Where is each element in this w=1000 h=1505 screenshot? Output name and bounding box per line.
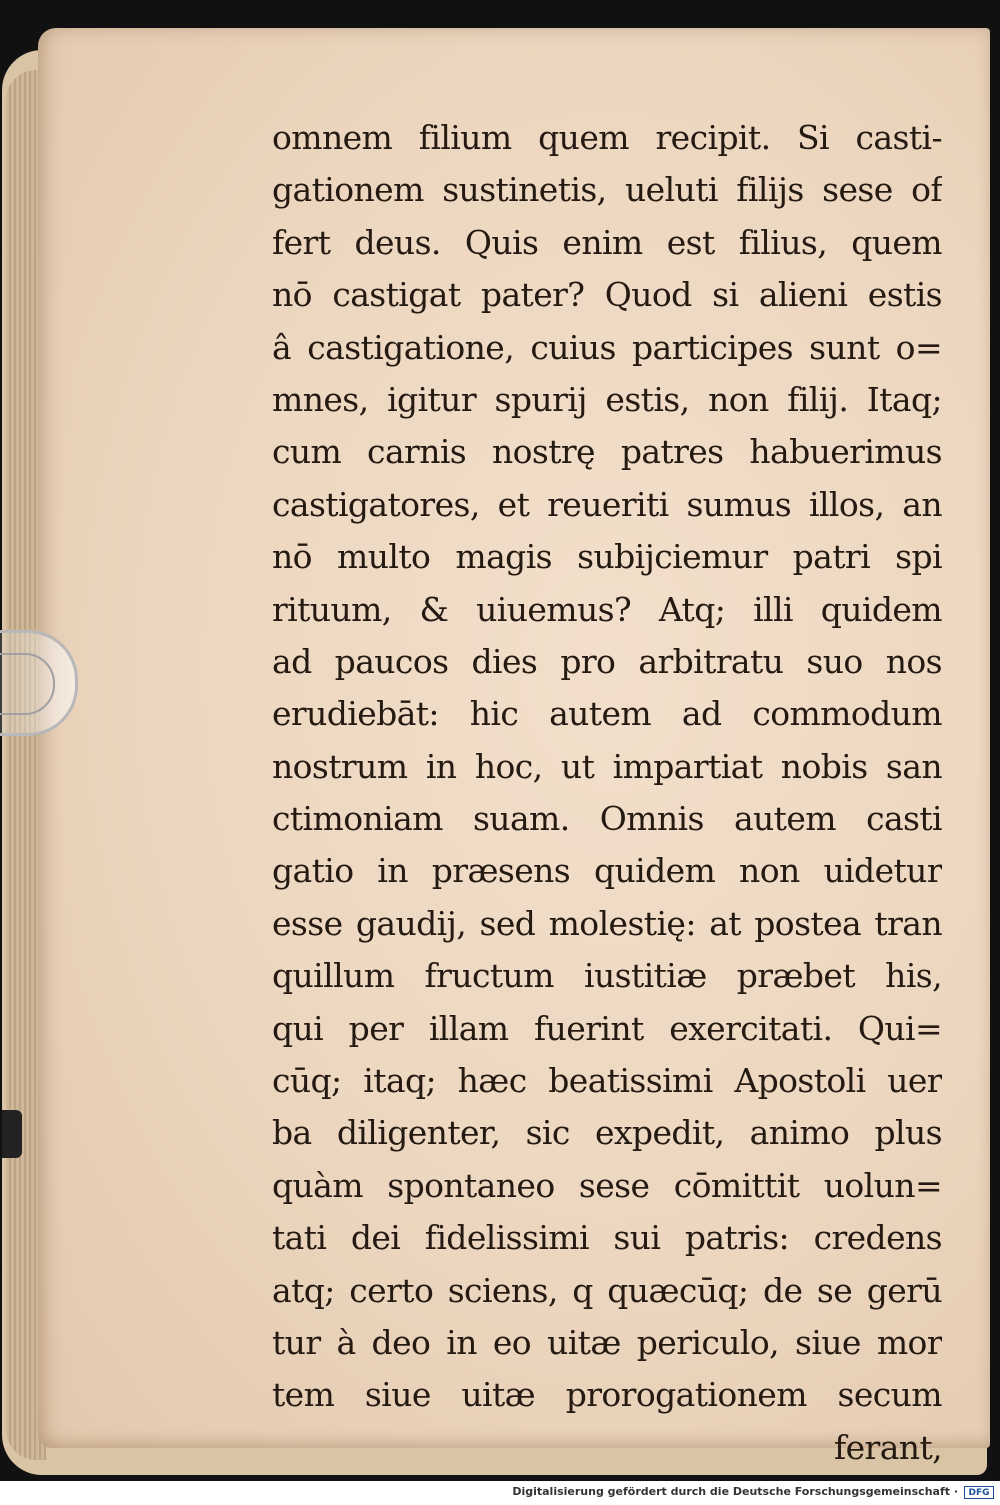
catchword: ferant,: [834, 1427, 942, 1467]
text-line: nō multo magis subijciemur patri spi: [272, 537, 942, 577]
text-line: tem siue uitæ prorogationem secum: [272, 1375, 942, 1415]
text-line: gatio in præsens quidem non uidetur: [272, 851, 942, 891]
text-line: gationem sustinetis, ueluti filijs sese of: [272, 170, 942, 210]
text-line: qui per illam fuerint exercitati. Qui=: [272, 1008, 942, 1048]
page-clip-inner: [0, 653, 55, 715]
dfg-logo[interactable]: DFG: [964, 1486, 994, 1499]
text-line: â castigatione, cuius participes sunt o=: [272, 327, 942, 367]
text-line: fert deus. Quis enim est filius, quem: [272, 222, 942, 262]
text-line: ad paucos dies pro arbitratu suo nos: [272, 641, 942, 681]
text-line: cūq; itaq; hæc beatissimi Apostoli uer: [272, 1061, 942, 1101]
text-line: omnem filium quem recipit. Si casti-: [272, 118, 942, 157]
text-line: erudiebāt: hic autem ad commodum: [272, 694, 942, 734]
text-line: ctimoniam suam. Omnis autem casti: [272, 799, 942, 839]
text-line: ba diligenter, sic expedit, animo plus: [272, 1113, 942, 1153]
text-line: tati dei fidelissimi sui patris: credens: [272, 1218, 942, 1258]
footer-bar: [0, 1481, 1000, 1505]
bookmark-ribbon: [2, 1110, 22, 1158]
text-line: esse gaudij, sed molestię: at postea tran: [272, 903, 942, 943]
text-line: quillum fructum iustitiæ præbet his,: [272, 956, 942, 996]
text-line: nostrum in hoc, ut impartiat nobis san: [272, 746, 942, 786]
text-line: quàm spontaneo sese cōmittit uolun=: [272, 1165, 942, 1205]
text-line: nō castigat pater? Quod si alieni estis: [272, 275, 942, 315]
text-line: cum carnis nostrę patres habuerimus: [272, 432, 942, 472]
text-line: mnes, igitur spurij estis, non filij. Itaq;: [272, 379, 942, 419]
funding-credit: Digitalisierung gefördert durch die Deutsche Forschungsgemeinschaft ·: [512, 1485, 958, 1498]
text-line: castigatores, et reueriti sumus illos, an: [272, 484, 942, 524]
text-line: atq; certo sciens, q quæcūq; de se gerū: [272, 1270, 942, 1310]
text-line: tur à deo in eo uitæ periculo, siue mor: [272, 1322, 942, 1362]
bleed-through-marks: [178, 888, 268, 1188]
text-block: [272, 112, 942, 1474]
text-line: rituum, & uiuemus? Atq; illi quidem: [272, 589, 942, 629]
